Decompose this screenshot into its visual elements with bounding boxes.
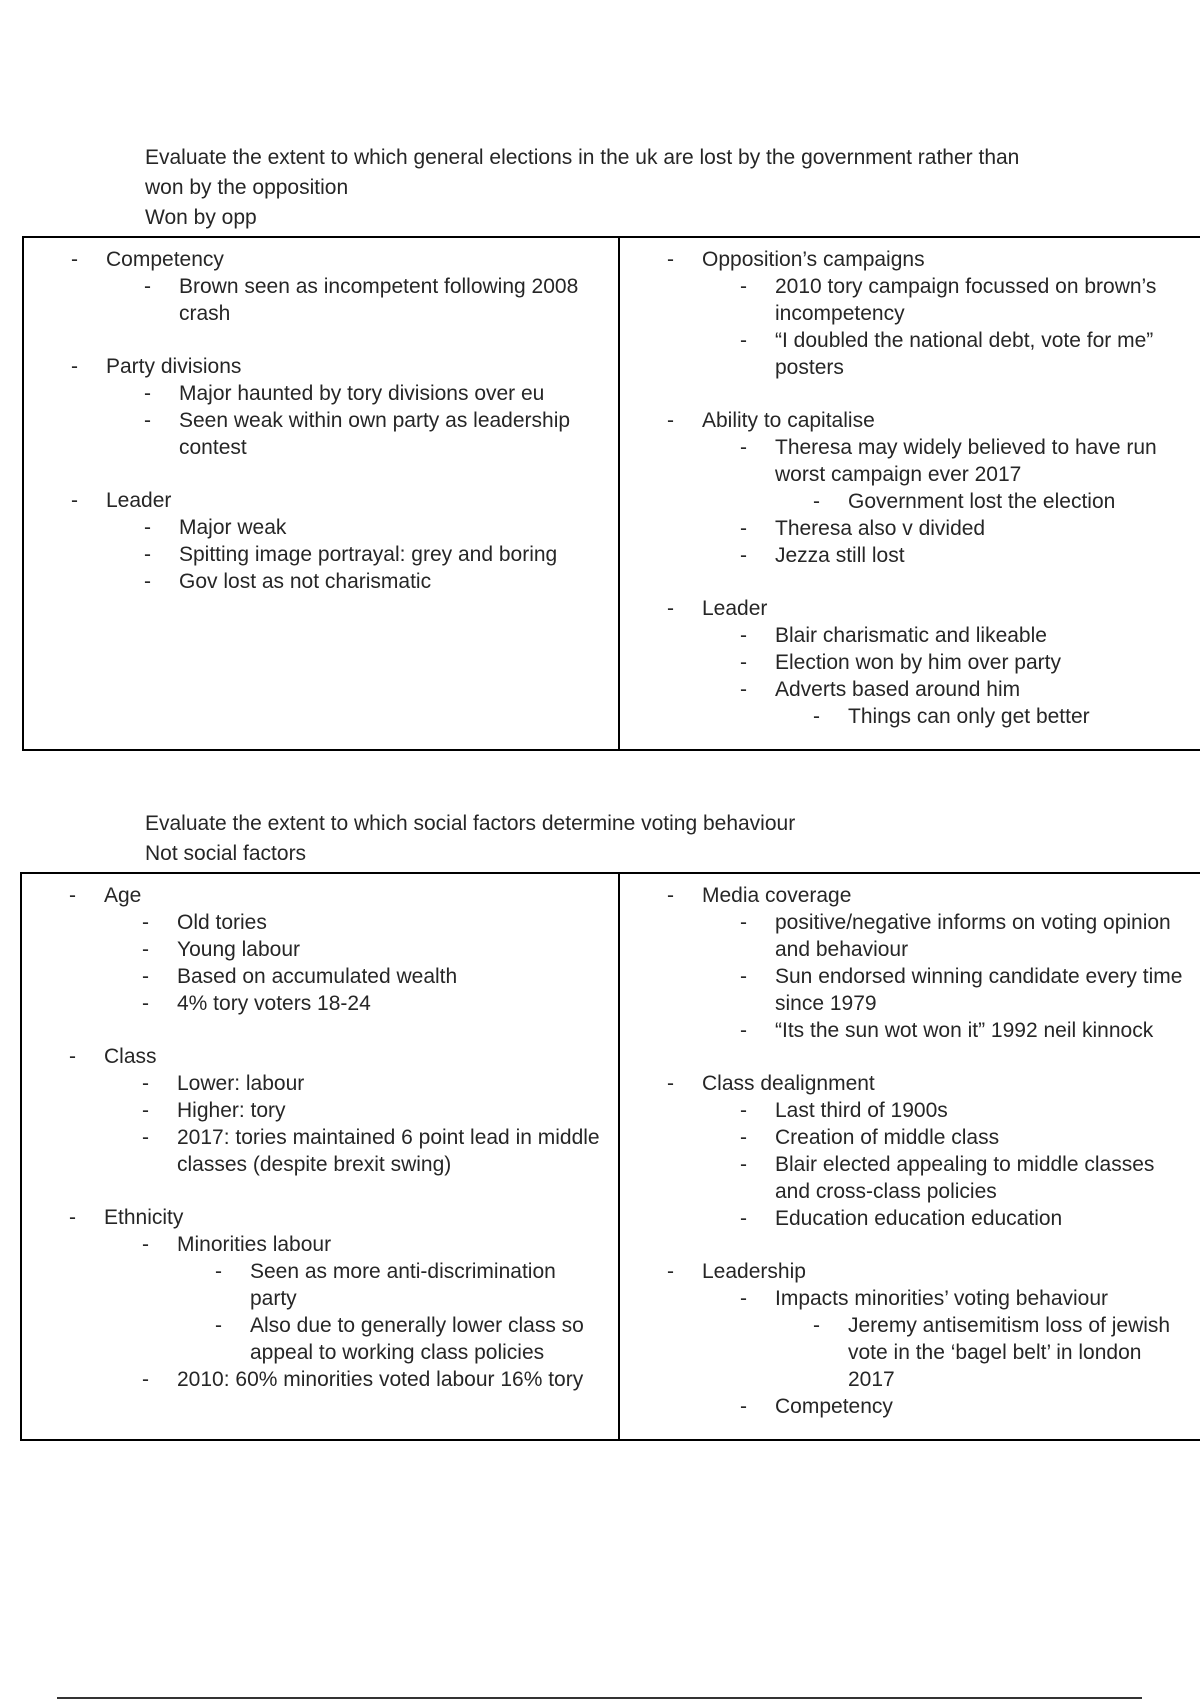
list-item bbox=[22, 990, 618, 1017]
group-label bbox=[22, 1204, 618, 1231]
bullet-dash: - bbox=[740, 965, 747, 988]
bullet-dash: - bbox=[144, 543, 151, 566]
notes-table-2-right-column bbox=[620, 874, 1200, 1439]
list-item-text: Theresa also v divided bbox=[775, 517, 986, 540]
list-item bbox=[24, 380, 618, 407]
list-item bbox=[620, 1124, 1200, 1151]
list-item bbox=[620, 434, 1200, 488]
bullet-group bbox=[620, 1258, 1200, 1420]
bullet-dash: - bbox=[740, 275, 747, 298]
sub-list-item bbox=[22, 1312, 618, 1366]
group-label-text: Opposition’s campaigns bbox=[702, 248, 925, 271]
list-item-text: Brown seen as incompetent following 2008 crash bbox=[179, 275, 579, 325]
list-item bbox=[24, 568, 618, 595]
bullet-dash: - bbox=[667, 1072, 674, 1095]
sub-list-item bbox=[22, 1258, 618, 1312]
bullet-dash: - bbox=[69, 1045, 76, 1068]
group-label-text: Ethnicity bbox=[104, 1206, 184, 1229]
bullet-dash: - bbox=[740, 1395, 747, 1418]
list-item-text: Spitting image portrayal: grey and boring bbox=[179, 543, 558, 566]
list-item-text: 4% tory voters 18-24 bbox=[177, 992, 371, 1015]
list-item bbox=[22, 963, 618, 990]
bullet-dash: - bbox=[813, 490, 820, 513]
list-item-text: Gov lost as not charismatic bbox=[179, 570, 432, 593]
bullet-dash: - bbox=[667, 1260, 674, 1283]
bullet-dash: - bbox=[740, 1207, 747, 1230]
question-1-subheading: Won by opp bbox=[145, 206, 257, 229]
list-item bbox=[620, 1097, 1200, 1124]
sub-list-item-text: Government lost the election bbox=[848, 490, 1116, 513]
bullet-group bbox=[22, 1043, 618, 1178]
bullet-dash: - bbox=[215, 1260, 222, 1283]
list-item-text: Minorities labour bbox=[177, 1233, 332, 1256]
list-item bbox=[22, 1366, 618, 1393]
list-item bbox=[620, 1205, 1200, 1232]
sub-list-item-text: Also due to generally lower class so appeal to working class policies bbox=[250, 1314, 584, 1364]
group-label bbox=[24, 353, 618, 380]
sub-list-item-text: Jeremy antisemitism loss of jewish vote in the ‘bagel belt’ in london 2017 bbox=[848, 1314, 1171, 1391]
bullet-dash: - bbox=[740, 517, 747, 540]
bullet-dash: - bbox=[69, 884, 76, 907]
notes-table-2 bbox=[20, 872, 1200, 1441]
bullet-dash: - bbox=[667, 597, 674, 620]
bullet-dash: - bbox=[740, 1153, 747, 1176]
sub-list-item bbox=[620, 488, 1200, 515]
bullet-dash: - bbox=[813, 705, 820, 728]
bullet-dash: - bbox=[142, 1072, 149, 1095]
notes-table-1 bbox=[22, 236, 1200, 751]
group-label-text: Competency bbox=[106, 248, 224, 271]
group-label bbox=[620, 1070, 1200, 1097]
question-2-subheading: Not social factors bbox=[145, 842, 307, 865]
list-item-text: “I doubled the national debt, vote for me” posters bbox=[775, 329, 1154, 379]
group-label bbox=[22, 882, 618, 909]
bullet-dash: - bbox=[142, 965, 149, 988]
bullet-group bbox=[620, 407, 1200, 569]
bullet-group bbox=[620, 246, 1200, 381]
sub-list-item bbox=[620, 1312, 1200, 1393]
group-label bbox=[24, 246, 618, 273]
bullet-dash: - bbox=[144, 382, 151, 405]
bullet-dash: - bbox=[215, 1314, 222, 1337]
bullet-dash: - bbox=[740, 329, 747, 352]
sub-list-item-text: Things can only get better bbox=[848, 705, 1090, 728]
group-label-text: Media coverage bbox=[702, 884, 852, 907]
group-label-text: Class dealignment bbox=[702, 1072, 875, 1095]
list-item-text: positive/negative informs on voting opinion and behaviour bbox=[775, 911, 1171, 961]
bullet-dash: - bbox=[667, 884, 674, 907]
bullet-dash: - bbox=[144, 409, 151, 432]
bullet-dash: - bbox=[667, 409, 674, 432]
list-item bbox=[22, 909, 618, 936]
list-item bbox=[620, 622, 1200, 649]
bullet-dash: - bbox=[71, 248, 78, 271]
group-label-text: Leader bbox=[106, 489, 172, 512]
list-item bbox=[620, 909, 1200, 963]
list-item-text: Election won by him over party bbox=[775, 651, 1061, 674]
list-item bbox=[24, 273, 618, 327]
bullet-dash: - bbox=[142, 992, 149, 1015]
notes-table-1-left-column bbox=[24, 238, 620, 749]
list-item-text: Jezza still lost bbox=[775, 544, 905, 567]
list-item bbox=[22, 1097, 618, 1124]
list-item-text: Impacts minorities’ voting behaviour bbox=[775, 1287, 1109, 1310]
list-item-text: Last third of 1900s bbox=[775, 1099, 948, 1122]
bullet-dash: - bbox=[142, 1099, 149, 1122]
bullet-group bbox=[24, 353, 618, 461]
bullet-group bbox=[620, 595, 1200, 730]
list-item-text: Based on accumulated wealth bbox=[177, 965, 458, 988]
bullet-group bbox=[620, 1070, 1200, 1232]
bullet-dash: - bbox=[740, 544, 747, 567]
group-label bbox=[620, 595, 1200, 622]
group-label-text: Class bbox=[104, 1045, 157, 1068]
list-item bbox=[22, 1070, 618, 1097]
bullet-dash: - bbox=[144, 570, 151, 593]
list-item bbox=[620, 1393, 1200, 1420]
sub-list-item bbox=[620, 703, 1200, 730]
question-1-line-2: won by the opposition bbox=[145, 176, 349, 199]
list-item bbox=[24, 514, 618, 541]
list-item-text: 2010 tory campaign focussed on brown’s incompetency bbox=[775, 275, 1157, 325]
list-item-text: Major haunted by tory divisions over eu bbox=[179, 382, 545, 405]
list-item bbox=[620, 1017, 1200, 1044]
list-item bbox=[620, 273, 1200, 327]
group-label bbox=[22, 1043, 618, 1070]
bullet-dash: - bbox=[740, 624, 747, 647]
group-label bbox=[620, 246, 1200, 273]
notes-table-1-right-column bbox=[620, 238, 1200, 749]
bullet-group bbox=[24, 487, 618, 595]
bullet-dash: - bbox=[667, 248, 674, 271]
list-item bbox=[620, 515, 1200, 542]
bullet-dash: - bbox=[142, 1233, 149, 1256]
group-label-text: Party divisions bbox=[106, 355, 242, 378]
list-item-text: Higher: tory bbox=[177, 1099, 286, 1122]
bullet-dash: - bbox=[142, 1368, 149, 1391]
list-item bbox=[620, 1151, 1200, 1205]
question-1-heading bbox=[145, 143, 1019, 233]
list-item-text: Theresa may widely believed to have run worst campaign ever 2017 bbox=[775, 436, 1157, 486]
group-label-text: Leader bbox=[702, 597, 768, 620]
list-item-text: Old tories bbox=[177, 911, 267, 934]
list-item bbox=[620, 1285, 1200, 1312]
group-label bbox=[620, 882, 1200, 909]
list-item bbox=[22, 936, 618, 963]
bullet-dash: - bbox=[69, 1206, 76, 1229]
list-item-text: Blair elected appealing to middle classes and cross-class policies bbox=[775, 1153, 1155, 1203]
bullet-dash: - bbox=[740, 436, 747, 459]
list-item bbox=[24, 407, 618, 461]
bullet-dash: - bbox=[142, 938, 149, 961]
bullet-group bbox=[620, 882, 1200, 1044]
list-item bbox=[22, 1124, 618, 1178]
list-item-text: Adverts based around him bbox=[775, 678, 1021, 701]
list-item bbox=[620, 676, 1200, 703]
bullet-dash: - bbox=[144, 275, 151, 298]
list-item bbox=[620, 542, 1200, 569]
question-2-line-1: Evaluate the extent to which social factors determine voting behaviour bbox=[145, 812, 796, 835]
list-item-text: Seen weak within own party as leadership contest bbox=[179, 409, 571, 459]
sub-list-item-text: Seen as more anti-discrimination party bbox=[250, 1260, 556, 1310]
list-item bbox=[24, 541, 618, 568]
bullet-dash: - bbox=[740, 651, 747, 674]
list-item-text: Young labour bbox=[177, 938, 301, 961]
bullet-dash: - bbox=[740, 1287, 747, 1310]
notes-table-2-left-column bbox=[22, 874, 620, 1439]
bullet-dash: - bbox=[142, 911, 149, 934]
bullet-dash: - bbox=[144, 516, 151, 539]
list-item-text: Education education education bbox=[775, 1207, 1063, 1230]
bullet-dash: - bbox=[71, 355, 78, 378]
list-item-text: Sun endorsed winning candidate every time since 1979 bbox=[775, 965, 1183, 1015]
list-item bbox=[620, 327, 1200, 381]
bullet-group bbox=[22, 1204, 618, 1393]
bullet-dash: - bbox=[740, 911, 747, 934]
list-item-text: 2010: 60% minorities voted labour 16% tory bbox=[177, 1368, 584, 1391]
bullet-group bbox=[22, 882, 618, 1017]
list-item-text: “Its the sun wot won it” 1992 neil kinnock bbox=[775, 1019, 1154, 1042]
list-item-text: 2017: tories maintained 6 point lead in middle classes (despite brexit swing) bbox=[177, 1126, 600, 1176]
bullet-dash: - bbox=[740, 1019, 747, 1042]
list-item-text: Competency bbox=[775, 1395, 893, 1418]
bullet-dash: - bbox=[740, 678, 747, 701]
bullet-dash: - bbox=[142, 1126, 149, 1149]
bullet-dash: - bbox=[813, 1314, 820, 1337]
list-item-text: Creation of middle class bbox=[775, 1126, 1000, 1149]
group-label bbox=[620, 1258, 1200, 1285]
group-label bbox=[620, 407, 1200, 434]
list-item bbox=[620, 963, 1200, 1017]
group-label-text: Leadership bbox=[702, 1260, 806, 1283]
group-label-text: Ability to capitalise bbox=[702, 409, 875, 432]
bullet-dash: - bbox=[71, 489, 78, 512]
group-label-text: Age bbox=[104, 884, 142, 907]
bullet-dash: - bbox=[740, 1126, 747, 1149]
group-label bbox=[24, 487, 618, 514]
list-item bbox=[22, 1231, 618, 1258]
list-item-text: Blair charismatic and likeable bbox=[775, 624, 1047, 647]
bottom-divider bbox=[57, 1697, 1142, 1699]
bullet-group bbox=[24, 246, 618, 327]
question-2-heading bbox=[145, 809, 795, 869]
question-1-line-1: Evaluate the extent to which general elections in the uk are lost by the government rather than bbox=[145, 146, 1020, 169]
list-item bbox=[620, 649, 1200, 676]
list-item-text: Major weak bbox=[179, 516, 287, 539]
bullet-dash: - bbox=[740, 1099, 747, 1122]
list-item-text: Lower: labour bbox=[177, 1072, 305, 1095]
